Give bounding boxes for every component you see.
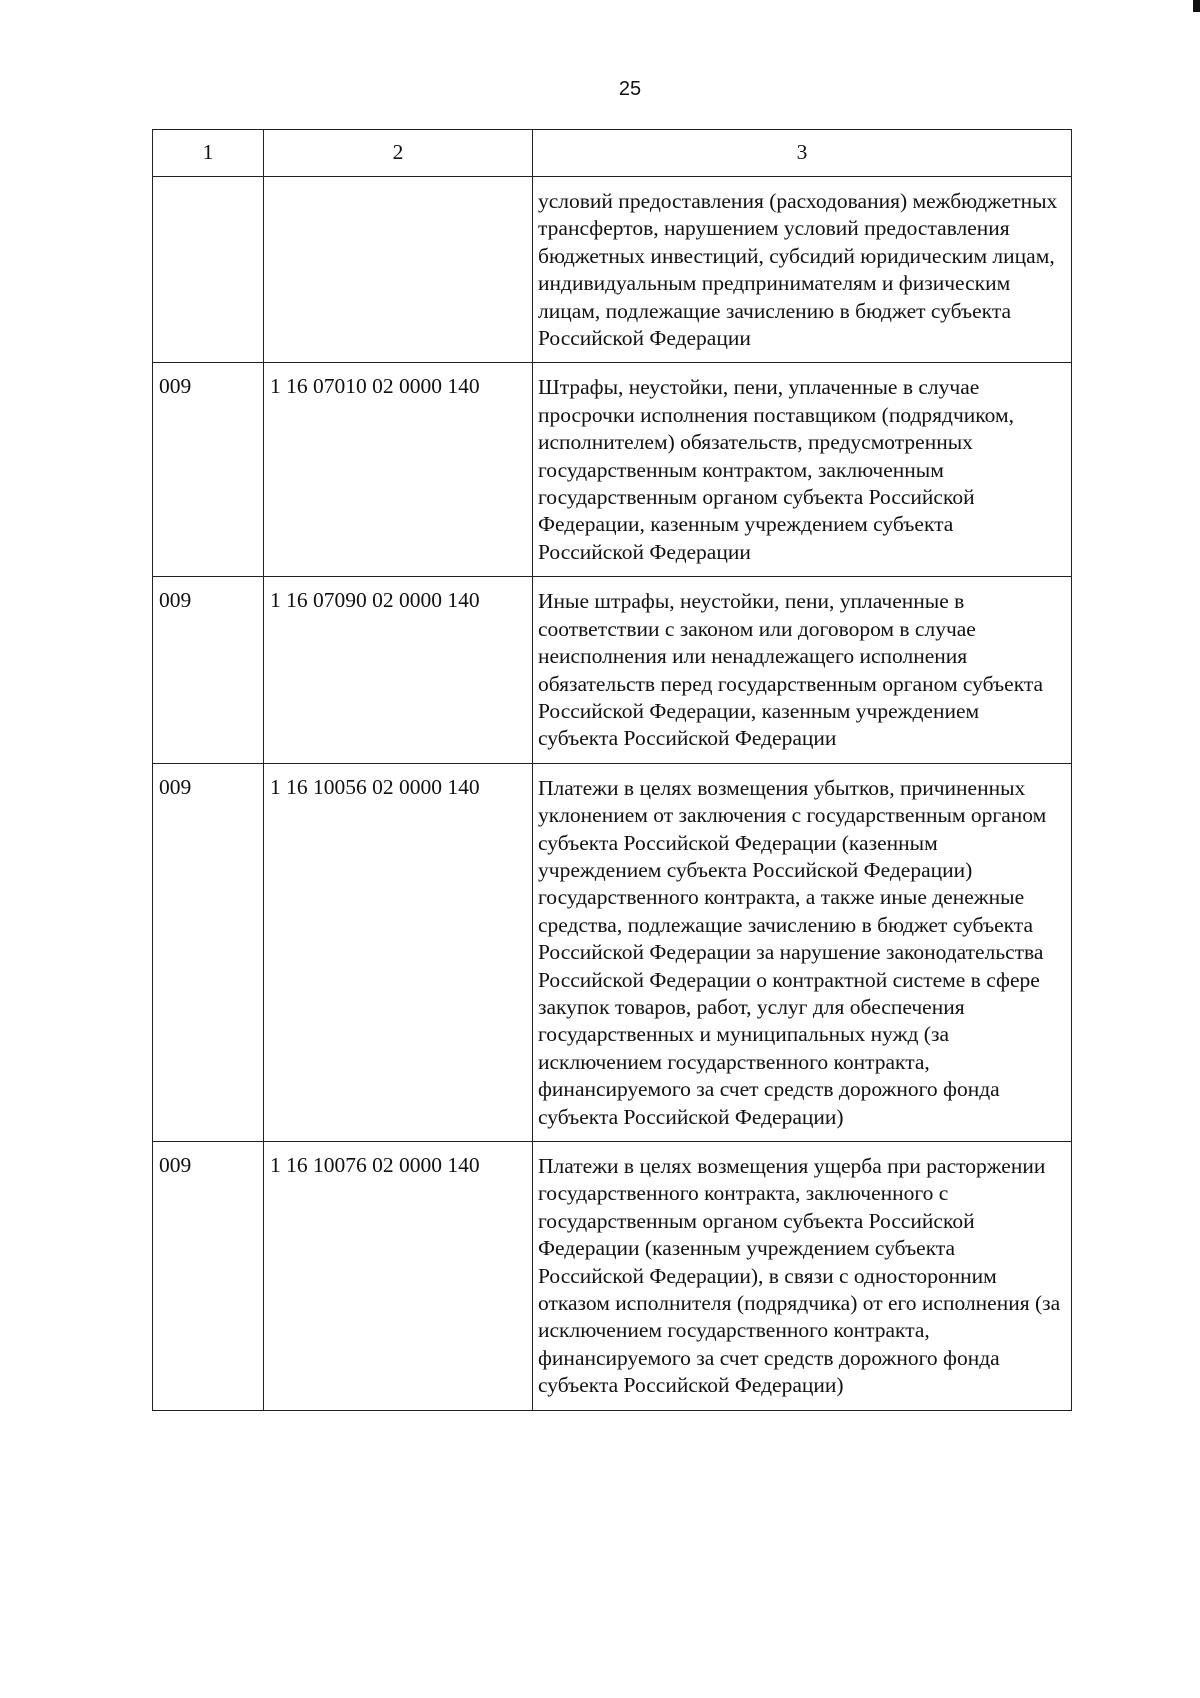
budget-codes-table	[152, 129, 1072, 1411]
admin-code-cell	[153, 177, 264, 363]
description-cell: Платежи в целях возмещения убытков, причиненных уклонением от заключения с государственным органом субъекта Российской Федерации (казенным учреждением субъекта Российской Федерации) государственного контракта, а также иные денежные средства, подлежащие зачислению в бюджет субъекта Российской Федерации за нарушение законодательства Российской Федерации о контрактной системе в сфере закупок товаров, работ, услуг для обеспечения государственных и муниципальных нужд (за исключением государственного контракта, финансируемого за счет средств дорожного фонда субъекта Российской Федерации)	[533, 763, 1072, 1141]
page-number: 25	[618, 78, 642, 100]
admin-code-cell: 009	[153, 363, 264, 577]
table-row	[153, 763, 1072, 1141]
table-row	[153, 577, 1072, 763]
admin-code-cell: 009	[153, 763, 264, 1141]
kbk-code-cell: 1 16 07090 02 0000 140	[264, 577, 533, 763]
table-row	[153, 1142, 1072, 1411]
admin-code-cell: 009	[153, 1142, 264, 1411]
column-header-1: 1	[153, 130, 264, 177]
description-cell: Платежи в целях возмещения ущерба при расторжении государственного контракта, заключенного с государственным органом субъекта Российской Федерации (казенным учреждением субъекта Российской Федерации), в связи с односторонним отказом исполнителя (подрядчика) от его исполнения (за исключением государственного контракта, финансируемого за счет средств дорожного фонда субъекта Российской Федерации)	[533, 1142, 1072, 1411]
table-row	[153, 363, 1072, 577]
description-cell: Иные штрафы, неустойки, пени, уплаченные в соответствии с законом или договором в случае неисполнения или ненадлежащего исполнения обязательств перед государственным органом субъекта Российской Федерации, казенным учреждением субъекта Российской Федерации	[533, 577, 1072, 763]
description-cell: условий предоставления (расходования) межбюджетных трансфертов, нарушением условий предоставления бюджетных инвестиций, субсидий юридическим лицам, индивидуальным предпринимателям и физическим лицам, подлежащие зачислению в бюджет субъекта Российской Федерации	[533, 177, 1072, 363]
kbk-code-cell: 1 16 10076 02 0000 140	[264, 1142, 533, 1411]
kbk-code-cell: 1 16 10056 02 0000 140	[264, 763, 533, 1141]
column-header-2: 2	[264, 130, 533, 177]
kbk-code-cell	[264, 177, 533, 363]
admin-code-cell: 009	[153, 577, 264, 763]
column-header-3: 3	[533, 130, 1072, 177]
scan-corner-mark	[1193, 0, 1200, 12]
description-cell: Штрафы, неустойки, пени, уплаченные в случае просрочки исполнения поставщиком (подрядчиком, исполнителем) обязательств, предусмотренных государственным контрактом, заключенным государственным органом субъекта Российской Федерации, казенным учреждением субъекта Российской Федерации	[533, 363, 1072, 577]
table-row	[153, 177, 1072, 363]
kbk-code-cell: 1 16 07010 02 0000 140	[264, 363, 533, 577]
table-header-row	[153, 130, 1072, 177]
